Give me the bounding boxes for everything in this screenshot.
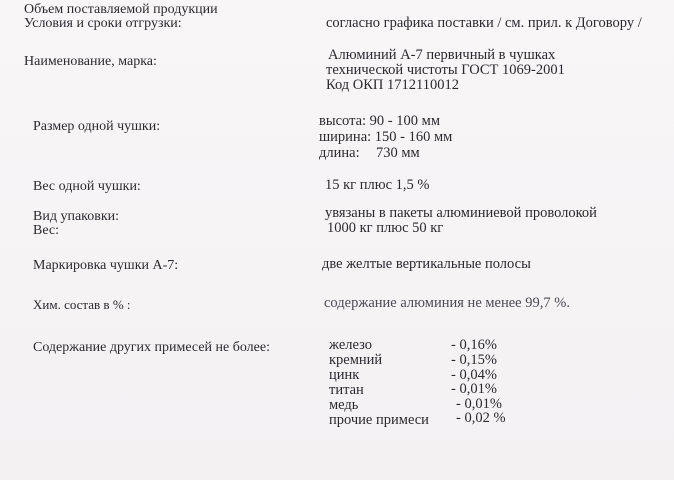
packaging-label: Вид упаковки: — [33, 209, 120, 224]
ingot-height: высота: 90 - 100 мм — [319, 113, 440, 129]
ingot-length-value: 730 мм — [376, 145, 420, 161]
ingot-length-key: длина: — [319, 145, 360, 161]
impurity-value: - 0,02 % — [456, 410, 506, 426]
impurities-label: Содержание других примесей не более: — [33, 340, 270, 355]
shipment-terms-label: Условия и сроки отгрузки: — [24, 16, 182, 31]
ingot-weight-label: Вес одной чушки: — [33, 179, 141, 194]
impurity-name: цинк — [329, 367, 360, 383]
ingot-width: ширина: 150 - 160 мм — [319, 129, 453, 145]
impurity-name: титан — [329, 382, 364, 398]
impurity-name: медь — [329, 397, 359, 413]
shipment-terms-value: согласно графика поставки / см. прил. к Договору / — [326, 15, 642, 31]
impurity-name: кремний — [329, 352, 383, 368]
impurity-value: - 0,15% — [451, 352, 497, 368]
chem-composition-label: Хим. состав в % : — [33, 297, 131, 312]
impurity-value: - 0,16% — [451, 337, 497, 353]
impurity-name: прочие примеси — [329, 412, 429, 428]
name-grade-label: Наименование, марка: — [24, 54, 157, 69]
impurity-name: железо — [329, 337, 373, 353]
name-line-3: Код ОКП 1712110012 — [326, 77, 459, 93]
impurity-value: - 0,01% — [451, 381, 497, 397]
marking-value: две желтые вертикальные полосы — [322, 256, 531, 272]
packaging-weight-label: Вес: — [33, 223, 60, 238]
volume-label: Объем поставляемой продукции — [24, 2, 218, 17]
ingot-size-label: Размер одной чушки: — [33, 119, 161, 134]
impurity-value: - 0,01% — [456, 396, 502, 412]
chem-composition-value: содержание алюминия не менее 99,7 %. — [324, 295, 570, 311]
packaging-value: увязаны в пакеты алюминиевой проволокой — [325, 205, 597, 221]
marking-label: Маркировка чушки А-7: — [33, 258, 179, 273]
name-line-2: технической чистоты ГОСТ 1069-2001 — [326, 62, 565, 78]
name-line-1: Алюминий А-7 первичный в чушках — [328, 47, 556, 63]
ingot-weight-value: 15 кг плюс 1,5 % — [325, 177, 430, 193]
impurity-value: - 0,04% — [451, 367, 497, 383]
packaging-weight-value: 1000 кг плюс 50 кг — [327, 220, 444, 236]
